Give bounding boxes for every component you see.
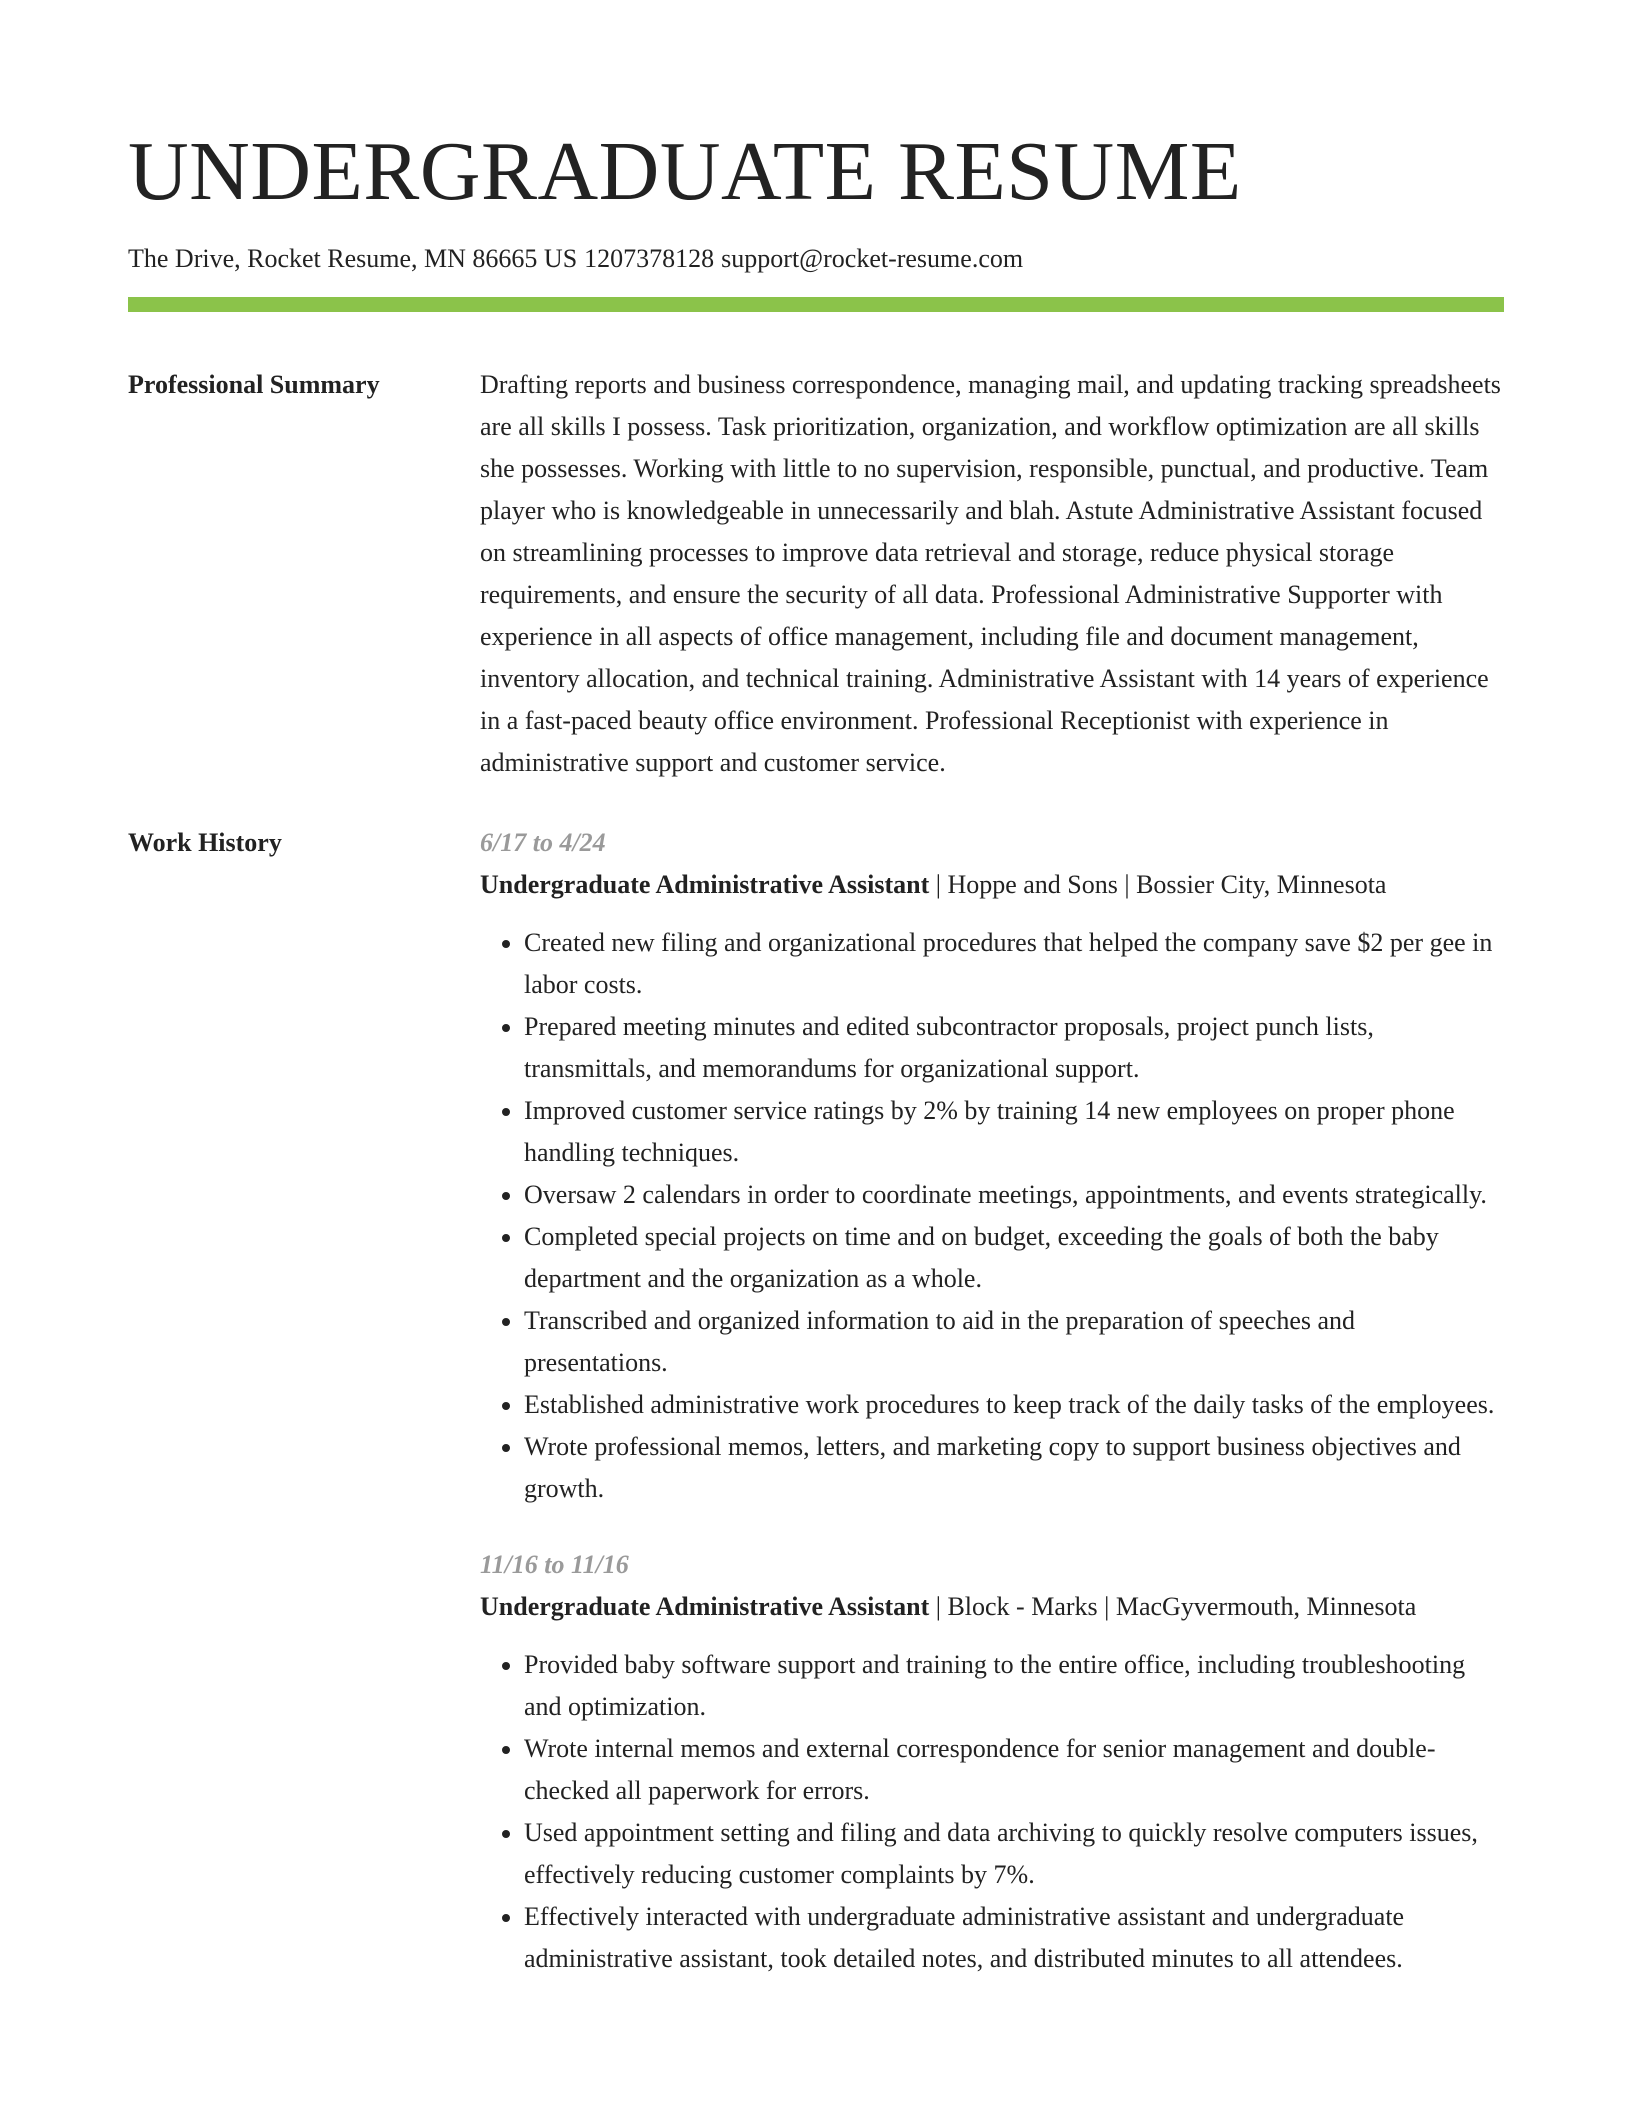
job-date: 11/16 to 11/16 <box>480 1550 629 1579</box>
work-history-body <box>480 822 1504 2014</box>
summary-heading: Professional Summary <box>128 370 380 399</box>
summary-body <box>480 364 1504 784</box>
job-bullets <box>480 922 1504 1510</box>
job-details: | Block - Marks | MacGyvermouth, Minnesota <box>929 1592 1417 1621</box>
job-bullets <box>480 1644 1504 1980</box>
job-date: 6/17 to 4/24 <box>480 828 606 857</box>
job-bullet: • Completed special projects on time and on budget, exceeding the goals of both the baby department and the organization as a whole. <box>524 1216 1504 1300</box>
job-entry <box>480 1544 1504 1980</box>
contact-email: support@rocket-resume.com <box>721 244 1024 273</box>
resume-page <box>128 0 1504 2014</box>
job-title: Undergraduate Administrative Assistant <box>480 1592 930 1621</box>
job-bullet: • Wrote professional memos, letters, and marketing copy to support business objectives and growth. <box>524 1426 1504 1510</box>
contact-line <box>128 242 1504 276</box>
job-details: | Hoppe and Sons | Bossier City, Minnesota <box>929 870 1387 899</box>
header-divider <box>128 297 1504 312</box>
job-bullet: • Improved customer service ratings by 2% by training 14 new employees on proper phone handling techniques. <box>524 1090 1504 1174</box>
contact-address: The Drive, Rocket Resume, MN 86665 US <box>128 244 578 273</box>
job-bullet: • Effectively interacted with undergraduate administrative assistant and undergraduate administrative assistant, took detailed notes, and distributed minutes to all attendees. <box>524 1896 1504 1980</box>
job-bullet: • Oversaw 2 calendars in order to coordinate meetings, appointments, and events strategically. <box>524 1174 1504 1216</box>
summary-text: Drafting reports and business correspondence, managing mail, and updating tracking spreadsheets are all skills I possess. Task prioritization, organization, and workflow optimization are all skills she possesses. Working with little to no supervision, responsible, punctual, and productive. Team player who is knowledgeable in unnecessarily and blah. Astute Administrative Assistant focused on streamlining processes to improve data retrieval and storage, reduce physical storage requirements, and ensure the security of all data. Professional Administrative Supporter with experience in all aspects of office management, including file and document management, inventory allocation, and technical training. Administrative Assistant with 14 years of experience in a fast-paced beauty office environment. Professional Receptionist with experience in administrative support and customer service. <box>480 370 1501 777</box>
summary-section <box>128 364 1504 784</box>
job-bullet: • Used appointment setting and filing and data archiving to quickly resolve computers issues, effectively reducing customer complaints by 7%. <box>524 1812 1504 1896</box>
work-history-heading: Work History <box>128 828 282 857</box>
job-bullet: • Wrote internal memos and external correspondence for senior management and double-checked all paperwork for errors. <box>524 1728 1504 1812</box>
job-bullet: • Transcribed and organized information to aid in the preparation of speeches and presentations. <box>524 1300 1504 1384</box>
job-title: Undergraduate Administrative Assistant <box>480 870 930 899</box>
work-history-section <box>128 822 1504 2014</box>
resume-name: UNDERGRADUATE RESUME <box>128 125 1242 218</box>
contact-phone: 1207378128 <box>584 244 715 273</box>
job-title-line <box>480 1586 1504 1628</box>
job-title-line <box>480 864 1504 906</box>
job-bullet: • Created new filing and organizational procedures that helped the company save $2 per gee in labor costs. <box>524 922 1504 1006</box>
job-entry <box>480 822 1504 1510</box>
job-bullet: • Provided baby software support and training to the entire office, including troubleshooting and optimization. <box>524 1644 1504 1728</box>
job-bullet: • Established administrative work procedures to keep track of the daily tasks of the employees. <box>524 1384 1504 1426</box>
job-bullet: • Prepared meeting minutes and edited subcontractor proposals, project punch lists, transmittals, and memorandums for organizational support. <box>524 1006 1504 1090</box>
